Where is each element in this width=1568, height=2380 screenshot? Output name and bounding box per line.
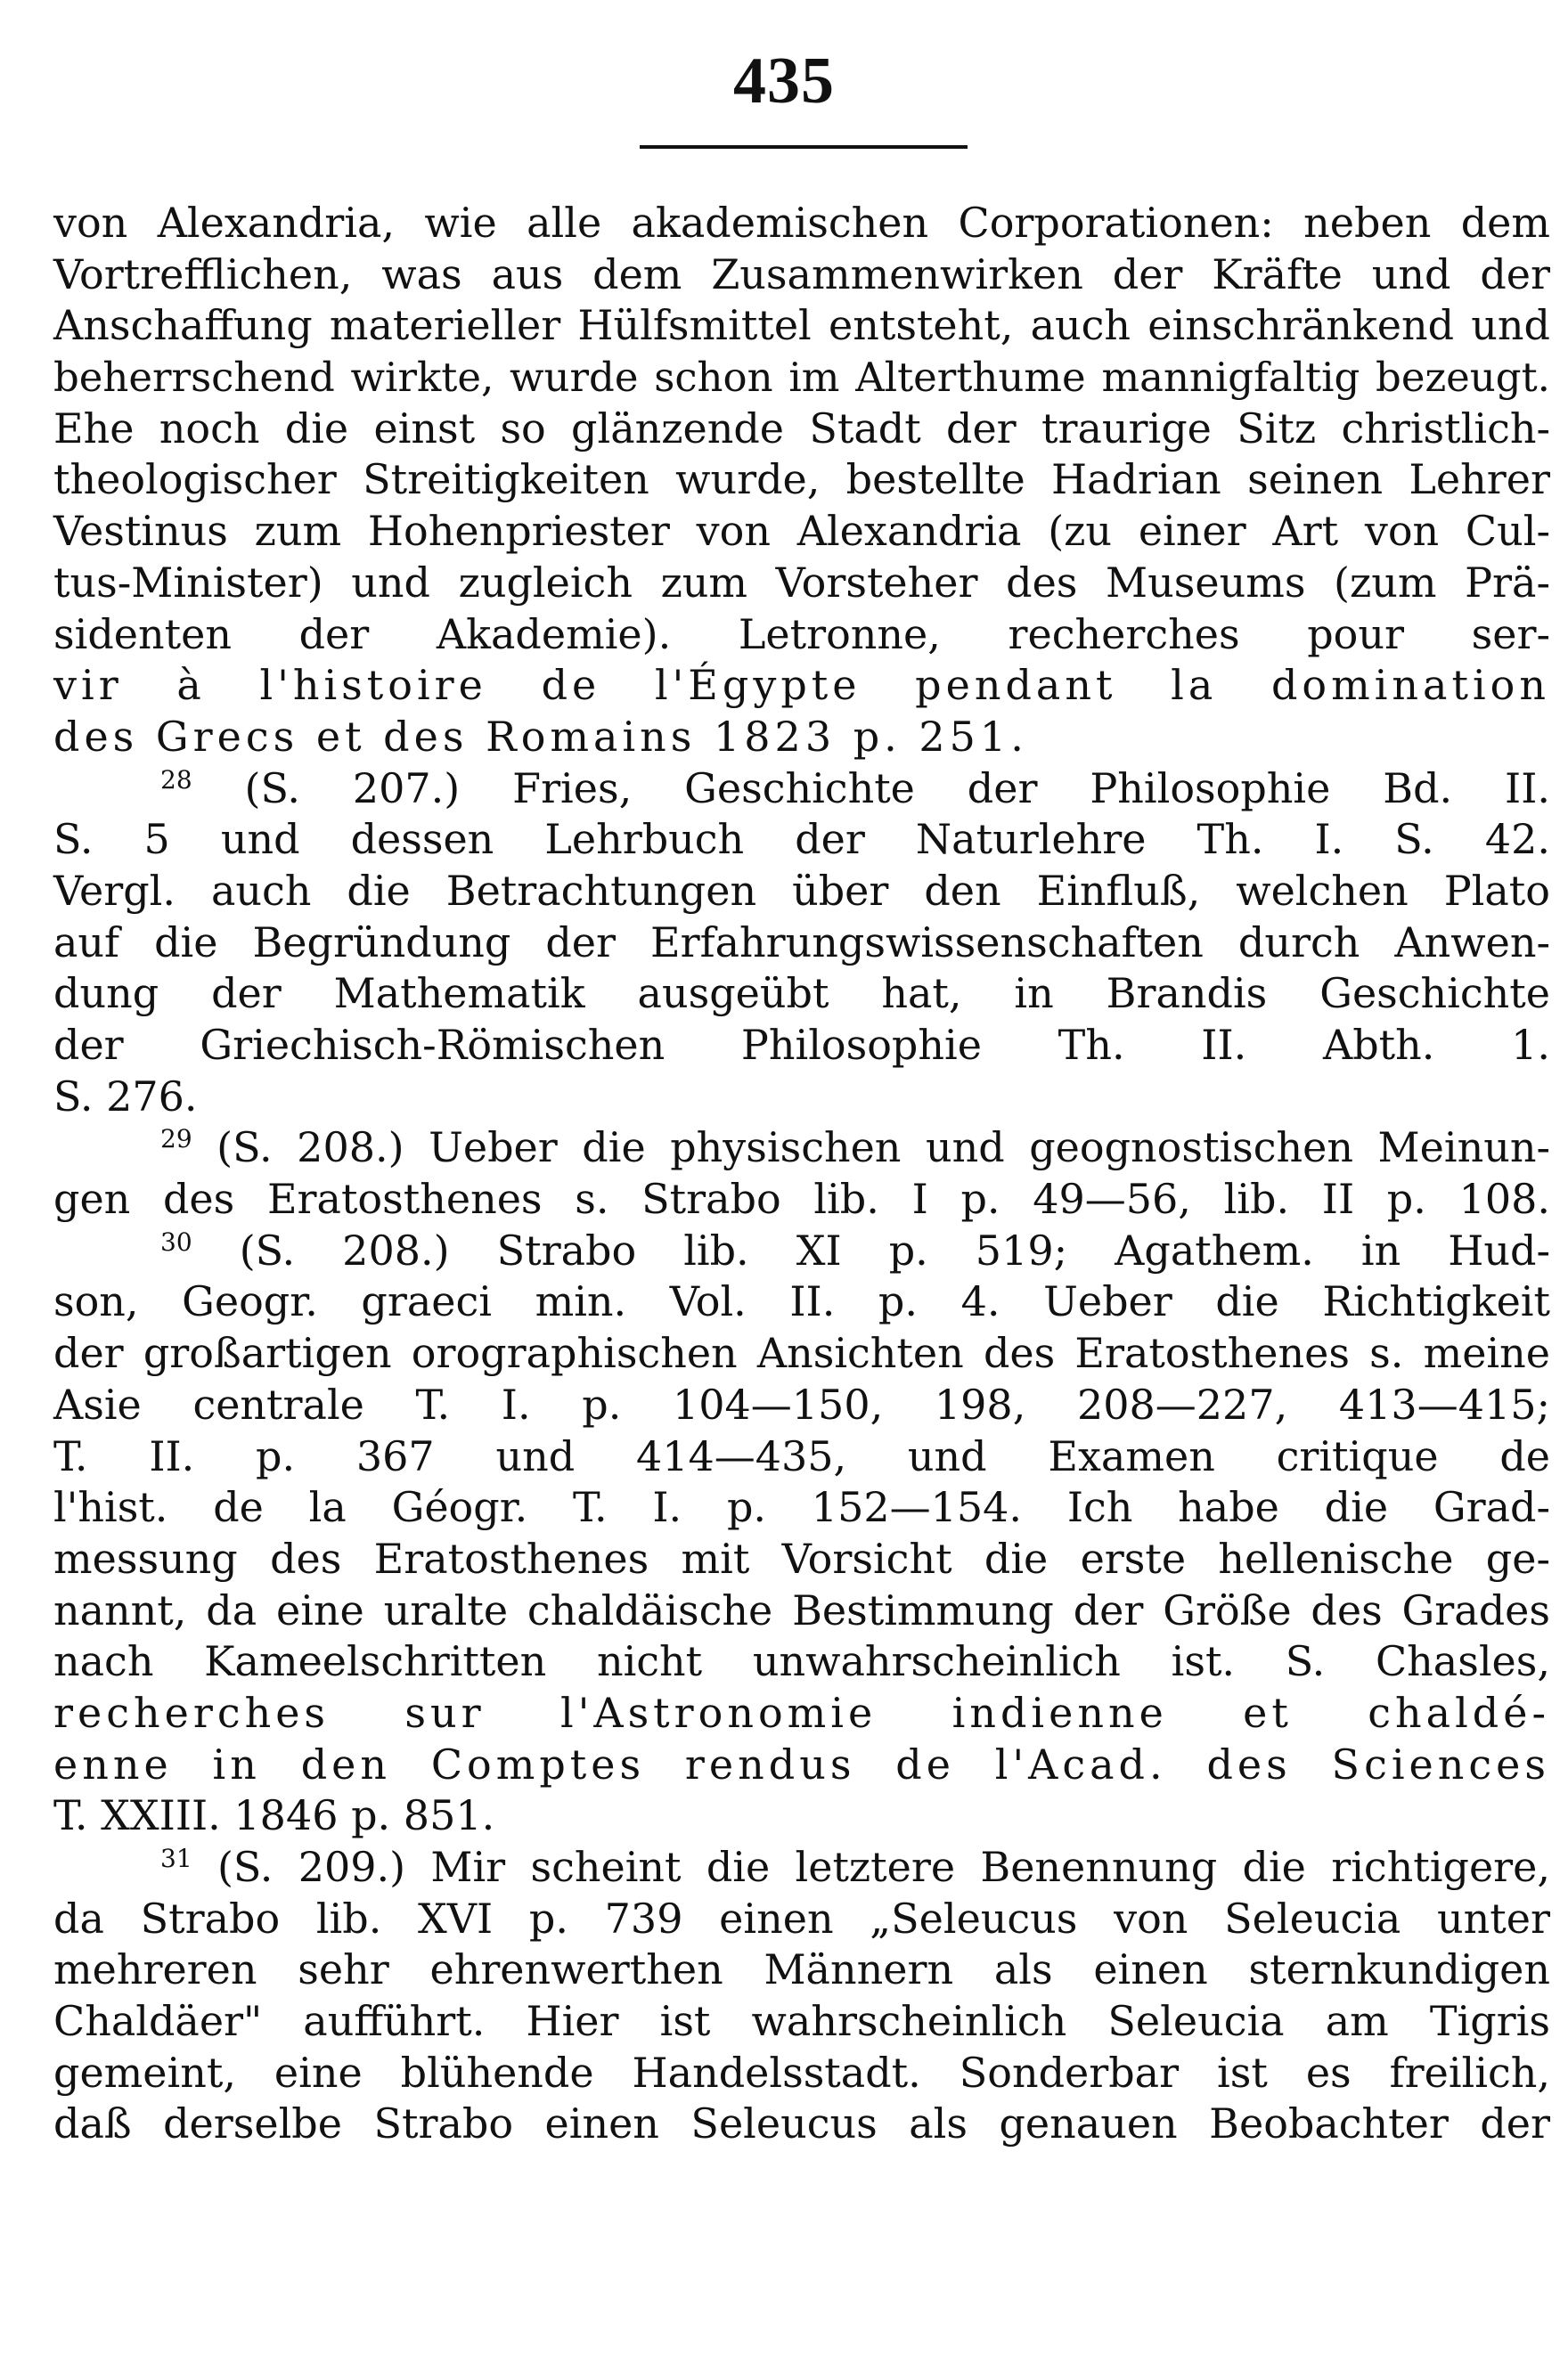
footnote-marker: 30 bbox=[160, 1227, 192, 1257]
text-line: der großartigen orographischen Ansichten des Eratosthenes s. meine bbox=[53, 1329, 1550, 1378]
text-line: Anschaffung materieller Hülfsmittel entsteht, auch einschränkend und bbox=[53, 301, 1550, 350]
text-line: son, Geogr. graeci min. Vol. II. p. 4. Ueber die Richtigkeit bbox=[53, 1277, 1550, 1326]
footnote-29-first-line: $^{29}$ (S. 208.) Ueber die physischen und geognostischen Meinun- bbox=[160, 1123, 1550, 1172]
footnote-marker: 31 bbox=[160, 1844, 192, 1873]
text-line: messung des Eratosthenes mit Vorsicht die erste hellenische ge- bbox=[53, 1534, 1550, 1583]
text-line: nannt, da eine uralte chaldäische Bestimmung der Größe des Grades bbox=[53, 1585, 1550, 1634]
footnote-30-first-line: $^{30}$ (S. 208.) Strabo lib. XI p. 519; Agathem. in Hud- bbox=[160, 1226, 1550, 1275]
footnote-31-first-line: $^{31}$ (S. 209.) Mir scheint die letztere Benennung die richtigere, bbox=[160, 1843, 1550, 1891]
text-line: dung der Mathematik ausgeübt hat, in Brandis Geschichte bbox=[53, 969, 1550, 1018]
text-line: l'hist. de la Géogr. T. I. p. 152—154. Ich habe die Grad- bbox=[53, 1483, 1550, 1532]
text-line: auf die Begründung der Erfahrungswissenschaften durch Anwen- bbox=[53, 917, 1550, 966]
text-line: gen des Eratosthenes s. Strabo lib. I p. 49—56, lib. II p. 108. bbox=[53, 1175, 1550, 1224]
footnote-marker: 28 bbox=[160, 764, 192, 795]
text-line: des Grecs et des Romains 1823 p. 251. bbox=[53, 712, 1028, 761]
footnote-28-first-line: $^{28}$ (S. 207.) Fries, Geschichte der Philosophie Bd. II. bbox=[160, 763, 1550, 812]
text-line: mehreren sehr ehrenwerthen Männern als einen sternkundigen bbox=[53, 1945, 1550, 1994]
text-line: Vergl. auch die Betrachtungen über den Einfluß, welchen Plato bbox=[53, 866, 1550, 915]
text-line: der Griechisch-Römischen Philosophie Th. II. Abth. 1. bbox=[53, 1021, 1550, 1069]
text-line: Chaldäer" aufführt. Hier ist wahrscheinlich Seleucia am Tigris bbox=[53, 1997, 1550, 2046]
text-line: gemeint, eine blühende Handelsstadt. Sonderbar ist es freilich, bbox=[53, 2048, 1550, 2097]
text-line: T. II. p. 367 und 414—435, und Examen critique de bbox=[53, 1431, 1550, 1480]
page-number: 435 bbox=[733, 45, 835, 118]
text-line: Vortrefflichen, was aus dem Zusammenwirken der Kräfte und der bbox=[53, 249, 1550, 298]
footnote-marker: 29 bbox=[160, 1124, 192, 1154]
text-line: recherches sur l'Astronomie indienne et chaldé- bbox=[53, 1688, 1550, 1737]
text-line: vir à l'histoire de l'Égypte pendant la domination bbox=[53, 661, 1550, 710]
text-line: beherrschend wirkte, wurde schon im Alterthume mannigfaltig bezeugt. bbox=[53, 354, 1550, 402]
text-line: enne in den Comptes rendus de l'Acad. des Sciences bbox=[53, 1740, 1550, 1789]
text-line: sidenten der Akademie). Letronne, recherches pour ser- bbox=[53, 609, 1550, 658]
text-line: S. 5 und dessen Lehrbuch der Naturlehre Th. I. S. 42. bbox=[53, 815, 1550, 864]
text-line: Asie centrale T. I. p. 104—150, 198, 208—227, 413—415; bbox=[53, 1380, 1550, 1429]
text-line: Vestinus zum Hohenpriester von Alexandria (zu einer Art von Cul- bbox=[53, 507, 1550, 556]
text-line: tus-Minister) und zugleich zum Vorsteher des Museums (zum Prä- bbox=[53, 558, 1550, 607]
text-line: daß derselbe Strabo einen Seleucus als genauen Beobachter der bbox=[53, 2099, 1550, 2148]
text-line: da Strabo lib. XVI p. 739 einen „Seleucus von Seleucia unter bbox=[53, 1894, 1550, 1943]
text-line: T. XXIII. 1846 p. 851. bbox=[53, 1791, 495, 1840]
text-line: von Alexandria, wie alle akademischen Corporationen: neben dem bbox=[53, 199, 1550, 247]
header-rule bbox=[640, 145, 968, 149]
text-line: theologischer Streitigkeiten wurde, bestellte Hadrian seinen Lehrer bbox=[53, 455, 1550, 504]
text-line: nach Kameelschritten nicht unwahrscheinlich ist. S. Chasles, bbox=[53, 1637, 1550, 1686]
text-line: S. 276. bbox=[53, 1072, 198, 1121]
text-line: Ehe noch die einst so glänzende Stadt der traurige Sitz christlich- bbox=[53, 403, 1550, 452]
body-text bbox=[53, 198, 1550, 2150]
